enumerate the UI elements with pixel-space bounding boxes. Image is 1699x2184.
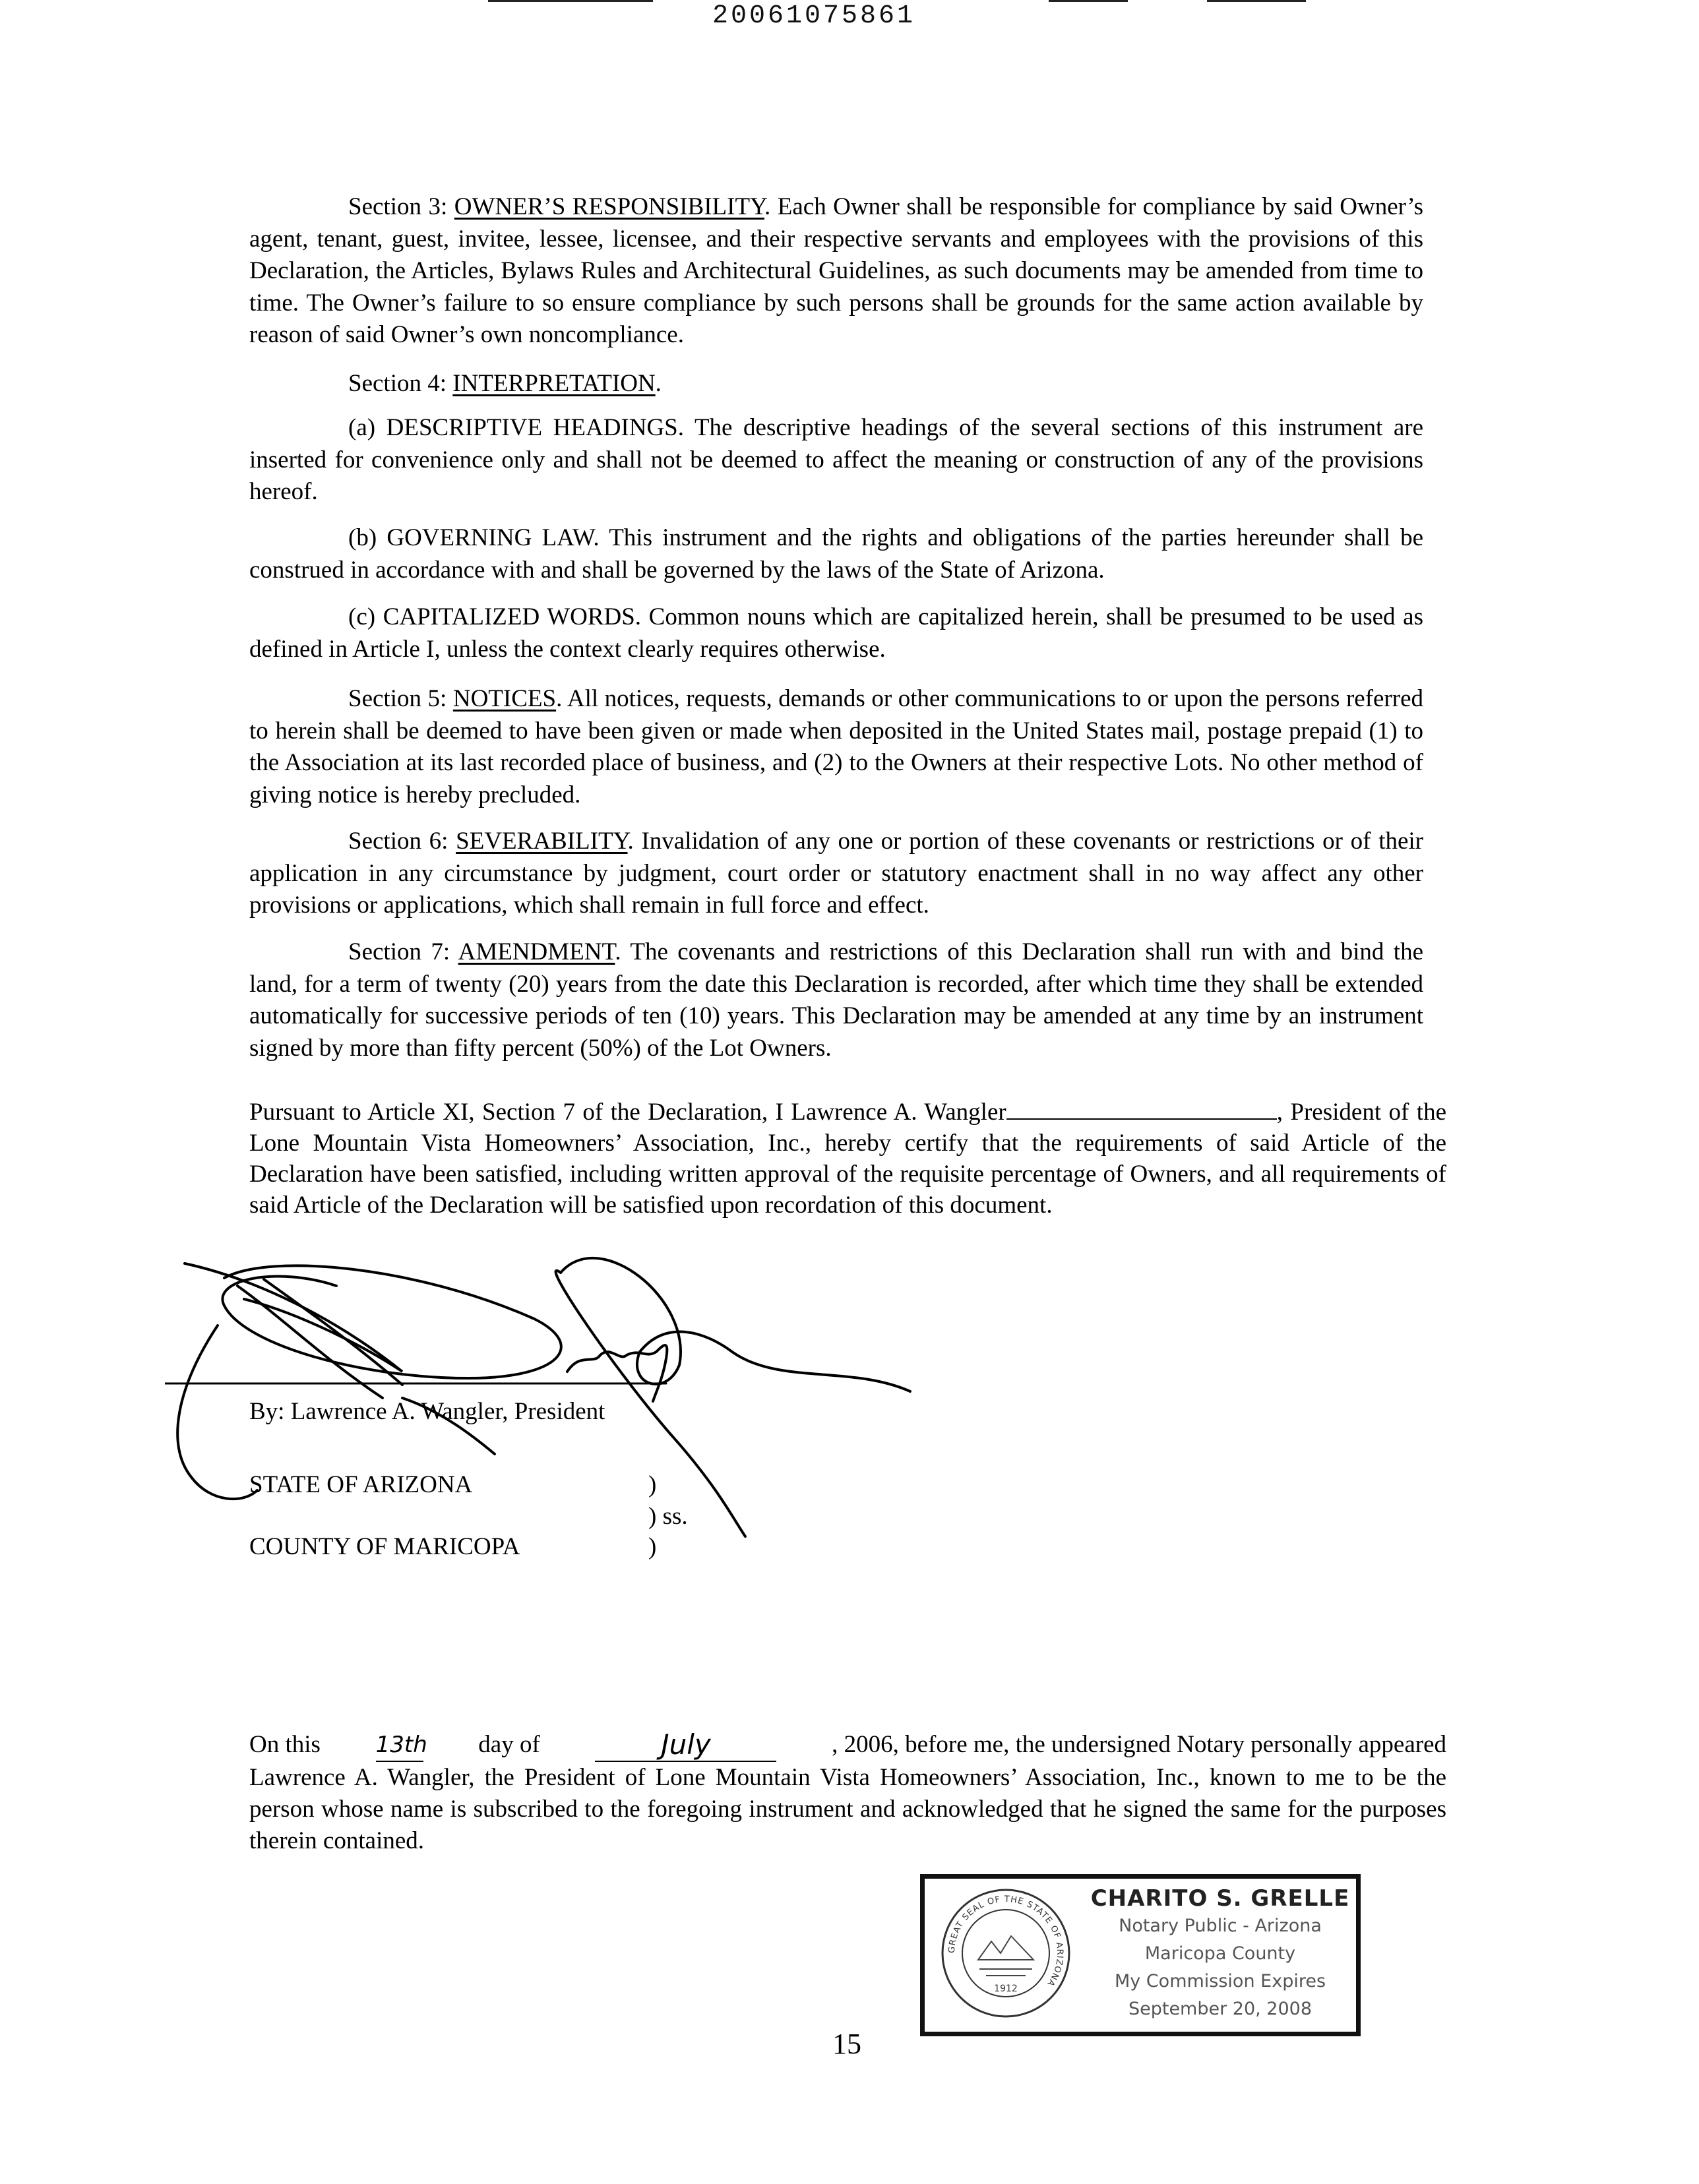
section-6-title: SEVERABILITY [456, 828, 628, 855]
section-4: Section 4: INTERPRETATION. [348, 370, 662, 397]
county-label: COUNTY OF MARICOPA [249, 1533, 520, 1560]
section-4-title: INTERPRETATION [452, 370, 656, 397]
notary-acknowledgement [249, 1729, 1446, 1857]
section-3-title: OWNER’S RESPONSIBILITY [454, 193, 765, 220]
certification-paragraph: Pursuant to Article XI, Section 7 of the Declaration, I Lawrence A. Wangler , President of the Lone Mountain Vista Homeowners’ Association, Inc., hereby certify that the requirements of said Article of the Declaration have been satisfied, including written approval of the requisite percentage of Owners, and all requirements of said Article of the Declaration will be satisfied upon recordation of this document. [249, 1099, 1446, 1219]
stamp-text-block [1088, 1885, 1352, 2023]
section-4c: (c) CAPITALIZED WORDS. Common nouns which are capitalized herein, shall be presumed to be used as defined in Article I, unless the context clearly requires otherwise. [249, 603, 1423, 663]
scan-mark [1207, 0, 1306, 2]
section-4a: (a) DESCRIPTIVE HEADINGS. The descriptive headings of the several sections of this instrument are inserted for convenience only and shall not be deemed to affect the meaning or construction of any of the provisions hereof. [249, 414, 1423, 505]
signer-line: By: Lawrence A. Wangler, President [249, 1398, 605, 1425]
section-7-title: AMENDMENT [458, 938, 615, 965]
venue-paren: ) [648, 1533, 657, 1560]
state-label: STATE OF ARIZONA [249, 1471, 473, 1498]
commission-date: September 20, 2008 [1128, 1999, 1313, 2019]
seal-ring-text: GREAT SEAL OF THE STATE OF ARIZONA [946, 1894, 1065, 1989]
notary-body: Lawrence A. Wangler, the President of Lone Mountain Vista Homeowners’ Association, Inc., known to me to be the person whose name is subscribed to the foregoing instrument and acknowledged that he signed the same for the purposes therein contained. [249, 1764, 1446, 1854]
scan-mark [488, 0, 653, 2]
document-number: 20061075861 [712, 1, 916, 31]
scan-mark [1049, 0, 1128, 2]
section-7: Section 7: AMENDMENT. The covenants and restrictions of this Declaration shall run with and bind the land, for a term of twenty (20) years from the date this Declaration is recorded, after which time they shall be extended automatically for successive periods of ten (10) years. This Declaration may be amended at any time by an instrument signed by more than fifty percent (50%) of the Lot Owners. [249, 938, 1423, 1062]
notary-name: CHARITO S. GRELLE [1090, 1885, 1350, 1912]
commission-label: My Commission Expires [1114, 1971, 1326, 1991]
notary-title: Notary Public - Arizona [1119, 1916, 1322, 1936]
handwritten-month: July [595, 1729, 776, 1762]
notary-first-line: On this 13th day of July , 2006, before me, the undersigned Notary personally appeared [249, 1728, 1446, 1761]
section-5: Section 5: NOTICES. All notices, requests, demands or other communications to or upon the persons referred to herein shall be deemed to have been given or made when deposited in the United States mail, postage prepaid (1) to the Association at its last recorded place of business, and (2) to the Owners at their respective Lots. No other method of giving notice is hereby precluded. [249, 685, 1424, 808]
notary-county: Maricopa County [1144, 1943, 1296, 1964]
blank-line [1006, 1118, 1277, 1120]
seal-year: 1912 [994, 1984, 1018, 1994]
section-3: Section 3: OWNER’S RESPONSIBILITY. Each Owner shall be responsible for compliance by said Owner’s agent, tenant, guest, invitee, lessee, licensee, and their respective servants and employees with the provisions of this Declaration, the Articles, Bylaws Rules and Architectural Guidelines, as such documents may be amended from time to time. The Owner’s failure to so ensure compliance by such persons shall be grounds for the same action available by reason of said Owner’s own noncompliance. [249, 193, 1424, 348]
state-seal-icon [940, 1887, 1072, 2019]
section-4b: (b) GOVERNING LAW. This instrument and the rights and obligations of the parties hereunder shall be construed in accordance with and shall be governed by the laws of the State of Arizona. [249, 524, 1423, 584]
handwritten-day: 13th [376, 1729, 423, 1762]
venue-paren: ) [648, 1471, 657, 1498]
section-6: Section 6: SEVERABILITY. Invalidation of any one or portion of these covenants or restrictions or of their application in any circumstance by judgment, court order or statutory enactment shall in no way affect any other provisions or applications, which shall remain in full force and effect. [249, 828, 1423, 919]
page-number: 15 [832, 2028, 861, 2060]
svg-text:GREAT SEAL OF THE STATE OF ARI [947, 1895, 1065, 1988]
venue-ss: ) ss. [648, 1503, 688, 1530]
section-5-title: NOTICES [452, 685, 557, 712]
